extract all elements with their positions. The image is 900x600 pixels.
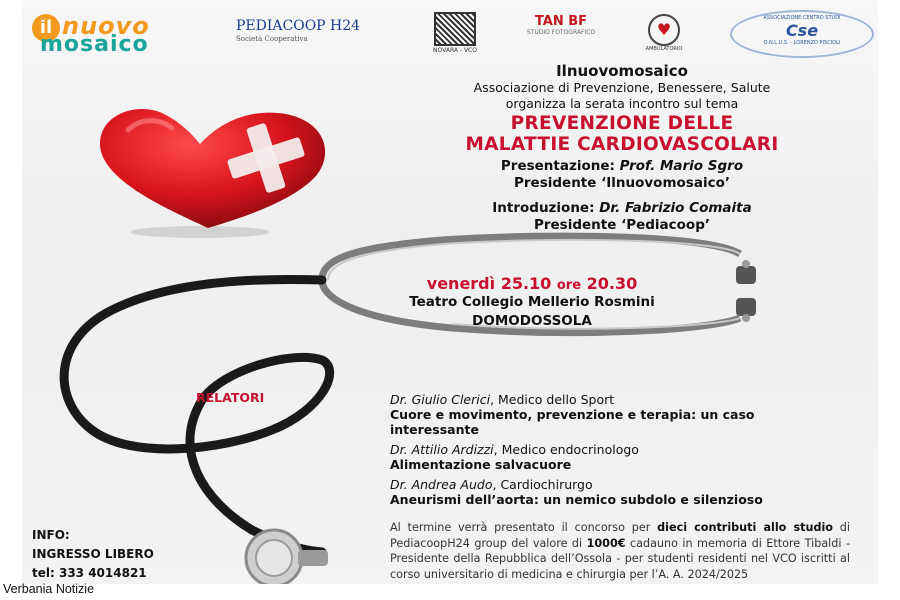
event-title-line1: PREVENZIONE DELLE	[510, 113, 734, 134]
intro-label: Introduzione:	[492, 200, 595, 216]
presentation-label: Presentazione:	[500, 158, 615, 174]
presentation-role: Presidente ‘Ilnuovomosaico’	[514, 175, 730, 191]
speaker-line	[390, 392, 830, 407]
event-day: venerdì 25.10	[426, 274, 552, 293]
info-block	[32, 526, 154, 584]
intro-role: Presidente ‘Pediacoop’	[533, 217, 711, 233]
pediacoop-sub: Società Cooperativa	[236, 35, 308, 43]
nuovo-mosaico-logo	[32, 12, 202, 57]
ambulatorio-logo	[632, 14, 696, 56]
centro-studi-top: ASSOCIAZIONE CENTRO STUDI	[763, 15, 841, 21]
speaker-name: Dr. Attilio Ardizzi	[390, 442, 494, 457]
organization-description: Associazione di Prevenzione, Benessere, Salute	[473, 80, 771, 95]
notice-text-3: cadauno in memoria di Ettore Tibaldi - Presidente della Repubblica dell’Ossola - per studenti residenti nel VCO iscritti al corso universitario di medicina e chirurgia per l’A. A. 2024/2025	[390, 536, 850, 581]
notice-bold-2: 1000€	[586, 536, 626, 550]
event-datetime	[362, 274, 702, 331]
event-title-line2: MALATTIE CARDIOVASCOLARI	[465, 134, 779, 155]
centro-studi-mark: Cse	[785, 21, 819, 40]
novara-vco-mark	[434, 12, 476, 46]
event-venue: Teatro Collegio Mellerio Rosmini	[409, 294, 655, 310]
speaker-name: Dr. Andrea Audo	[390, 477, 493, 492]
speaker-line	[390, 442, 830, 457]
free-entry: INGRESSO LIBERO	[32, 547, 154, 561]
centro-studi-bottom: O.N.L.U.S. - LORENZO PISCIOLI	[763, 40, 841, 46]
novara-vco-text: NOVARA - VCO	[433, 47, 477, 54]
contest-notice	[390, 520, 850, 582]
talk-item	[390, 392, 830, 437]
studio-fotografico-logo	[516, 14, 606, 54]
pediacoop-name: PEDIACOOP H24	[236, 18, 361, 34]
organizes-text: organizza la serata incontro sul tema	[505, 96, 739, 111]
source-credit: Verbania Notizie	[3, 582, 95, 596]
info-label: INFO:	[32, 528, 70, 542]
speaker-role: , Cardiochirurgo	[492, 477, 593, 492]
talk-item	[390, 477, 830, 507]
notice-text-2: di PediacoopH24 group del valore di	[390, 521, 851, 550]
speaker-role: , Medico endocrinologo	[493, 442, 639, 457]
talk-item	[390, 442, 830, 472]
date-time-line	[362, 274, 702, 293]
presentation-line	[372, 158, 872, 175]
event-header	[372, 62, 872, 234]
intro-line	[372, 200, 872, 217]
pediacoop-logo	[236, 18, 396, 46]
event-time: 20.30	[586, 274, 638, 293]
event-poster	[22, 0, 878, 584]
sponsor-logos-bar	[22, 0, 878, 60]
event-city: DOMODOSSOLA	[472, 313, 592, 329]
heart-hand-icon: ♥	[648, 14, 680, 46]
speakers-heading: RELATORI	[196, 390, 265, 405]
notice-text-1: Al termine verrà presentato il concorso per	[390, 521, 658, 534]
novara-vco-logo	[420, 12, 490, 56]
studio-mark: TAN BF	[534, 14, 588, 29]
presentation-name: Prof. Mario Sgro	[619, 158, 744, 174]
nuovo-mosaico-top: nuovo	[62, 12, 150, 40]
speakers-list	[390, 392, 830, 512]
talk-topic: Alimentazione salvacuore	[390, 457, 572, 472]
studio-text: STUDIO FOTOGRAFICO	[526, 29, 596, 36]
notice-bold-1: dieci contributi allo studio	[657, 521, 833, 534]
nuovo-mosaico-badge: il	[32, 14, 60, 42]
ambulatorio-text: AMBULATORIO	[645, 46, 683, 52]
organization-name: Ilnuovomosaico	[556, 62, 688, 80]
speaker-name: Dr. Giulio Clerici	[390, 392, 491, 407]
nuovo-mosaico-bottom: mosaico	[40, 32, 149, 57]
talk-topic: Cuore e movimento, prevenzione e terapia: un caso interessante	[390, 407, 755, 437]
time-prefix: ore	[556, 278, 582, 293]
speaker-line	[390, 477, 830, 492]
talk-topic: Aneurismi dell’aorta: un nemico subdolo e silenzioso	[390, 492, 763, 507]
info-phone: tel: 333 4014821	[32, 566, 147, 580]
centro-studi-logo	[730, 10, 874, 58]
speaker-role: , Medico dello Sport	[490, 392, 615, 407]
intro-name: Dr. Fabrizio Comaita	[599, 200, 752, 216]
